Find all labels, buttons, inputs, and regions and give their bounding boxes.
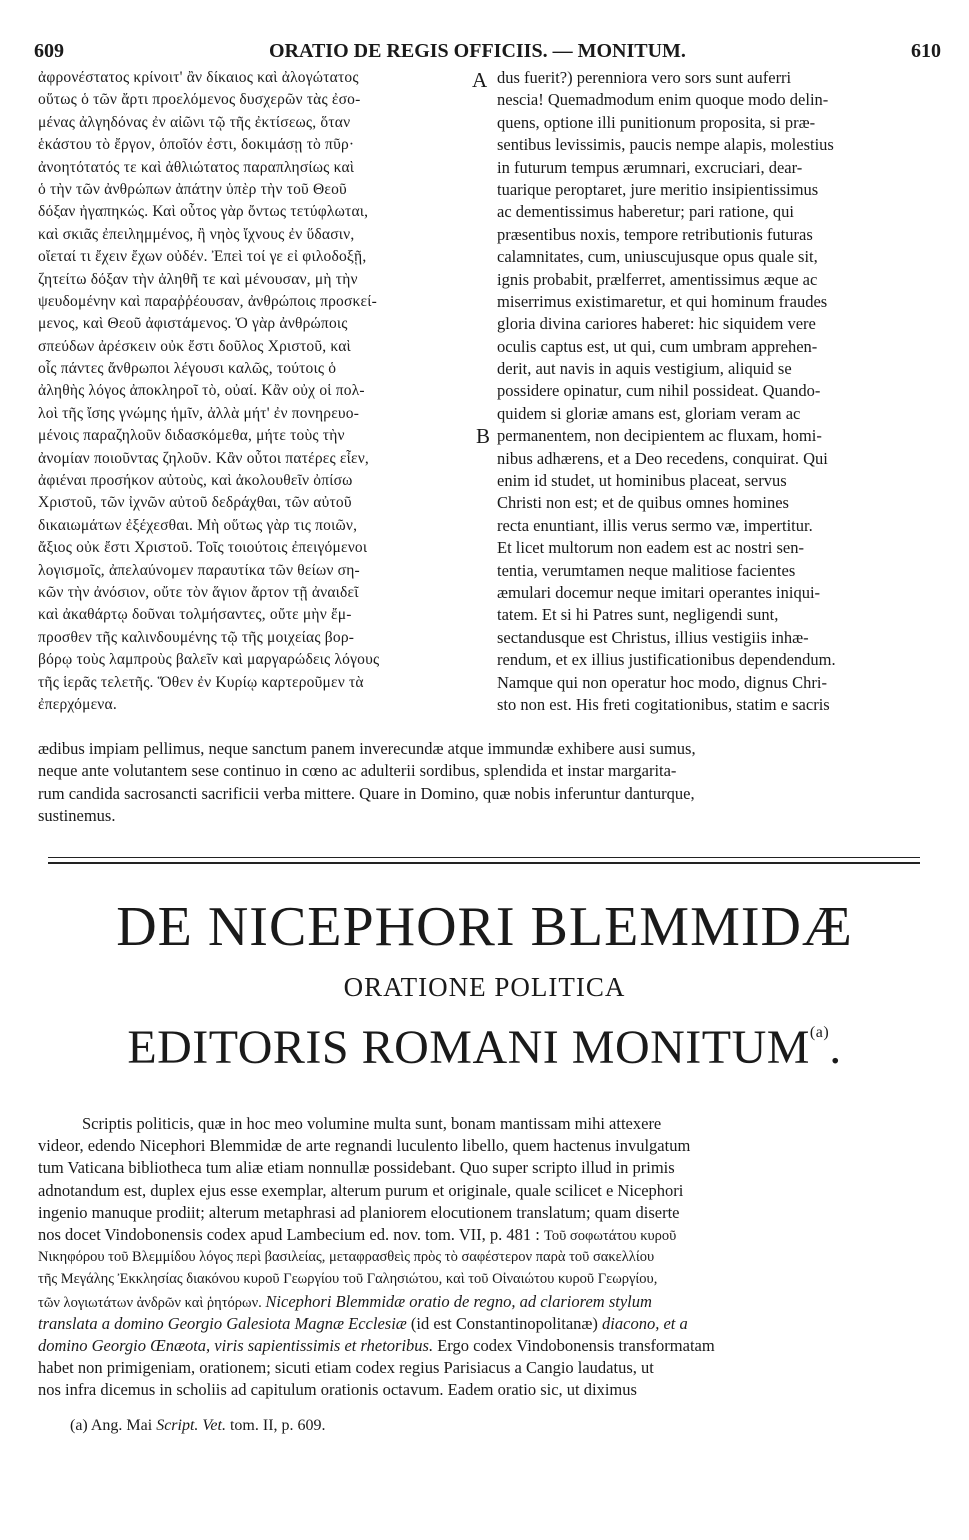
greek-line: προσθεν τῆς καλινδουμένης τῷ τῆς μοιχείας βορ- [38, 628, 355, 646]
greek-line: καὶ σκιᾶς ἐπειλημμένος, ἢ νηὸς ἴχνους ἐν ὕδασιν, [38, 225, 355, 243]
latin-line: Christi non est; et de quibus omnes homines [497, 493, 789, 513]
running-title: ORATIO DE REGIS OFFICIIS. — MONITUM. [269, 40, 686, 62]
continuation-line: rum candida sacrosancti sacrificii verba mittere. Quare in Domino, quæ nobis inferuntur danturque, [38, 783, 695, 803]
greek-line: ἀληθὴς λόγος ἀποκληροῖ τὸ, οὐαί. Κἂν οὐχ οἱ πολ- [38, 382, 365, 400]
greek-line: κῶν τὴν ἀνόσιον, οὔτε τὸν ἅγιον ἄρτον τῇ ἀναιδεῖ [38, 583, 359, 601]
greek-line: ἀνοητότατός τε καὶ ἀθλιώτατος παραπλησίως καὶ [38, 158, 355, 176]
latin-column [497, 67, 935, 716]
body-line [38, 1313, 936, 1335]
body-line: Scriptis politicis, quæ in hoc meo volumine multa sunt, bonam mantissam mihi attexere [82, 1114, 662, 1133]
italic-title: diacono, et a [602, 1313, 688, 1333]
body-line: tum Vaticana bibliotheca tum aliæ etiam nonnullæ possidebant. Quo super scripto illud in primis [38, 1158, 675, 1178]
italic-title: Nicephori Blemmidæ oratio de regno, ad clariorem stylum [265, 1291, 652, 1311]
column-marker-a: A [472, 68, 488, 92]
latin-line: nibus adhærens, et a Deo recedens, conquirat. Qui [497, 448, 828, 468]
section-heading-sub: ORATIONE POLITICA [343, 972, 626, 1002]
greek-line: οἴεταί τι ἔχειν ἔχων οὐδέν. Ἐπεὶ τοί γε εἰ φιλοδοξῇ, [38, 248, 367, 266]
latin-line: permanentem, non decipientem ac fluxam, homi- [497, 426, 822, 446]
greek-line: οὕτως ὁ τῶν ἄρτι προελόμενος δυσχερῶν τὰς ἐσο- [38, 91, 361, 109]
body-line: adnotandum est, duplex ejus esse exemplar, alterum purum et originale, quale scilicet e Nicephori [38, 1180, 684, 1200]
greek-line: ἑκάστου τὸ ἔργον, ὁποῖόν ἐστι, δοκιμάσῃ τὸ πῦρ· [38, 136, 355, 154]
greek-column [38, 67, 478, 716]
latin-line: quens, optione illi punitionum proposita, si præ- [497, 112, 816, 132]
latin-line: oculis captus est, ut qui, cum umbram apprehen- [497, 336, 818, 356]
greek-line: λοὶ τῆς ἴσης γνώμης ἡμῖν, ἀλλὰ μήτ' ἐν πονηρευο- [38, 404, 360, 422]
continuation-line: neque ante volutantem sese continuo in cœno ac adulterii sordibus, splendida et instar margarita- [38, 761, 677, 781]
body-line: habet non primigeniam, orationem; sicuti etiam codex regius Parisiacus a Cangio laudatus, ut [38, 1358, 654, 1378]
page-number-right: 610 [911, 40, 941, 62]
greek-line: ἀφιέναι προσήκον αὐτοὺς, καὶ ἀκολουθεῖν ὀπίσω [38, 472, 353, 490]
latin-line: tentia, verumtamen neque malitiose facientes [497, 560, 796, 580]
latin-line: Namque qui non operatur hoc modo, dignus Chri- [497, 672, 827, 692]
monitum-body [38, 1113, 936, 1401]
greek-line: τῆς ἱερᾶς τελετῆς. Ὅθεν ἐν Κυρίῳ καρτεροῦμεν τὰ [38, 673, 364, 691]
greek-quote-line: τῆς Μεγάλης Ἐκκλησίας διακόνου κυροῦ Γεωργίου τοῦ Γαλησιώτου, καὶ τοῦ Οἰναιώτου κυροῦ Γεωργίου, [38, 1271, 658, 1288]
greek-line: ψευδομένην καὶ παραῤῥέουσαν, ἀνθρώποις προσκεί- [38, 292, 378, 310]
footnote-ref: (a) [809, 1024, 830, 1041]
latin-line: miserrimus existimaretur, et qui hominum fraudes [497, 291, 828, 311]
body-line [38, 1291, 936, 1313]
footnote-work: Script. Vet. [156, 1417, 226, 1434]
section-heading-third [0, 1020, 969, 1075]
greek-line: δόξαν ἠγαπηκώς. Καὶ οὗτος γὰρ ὄντως τετύφλωται, [38, 203, 369, 221]
latin-line: nescia! Quemadmodum enim quoque modo delin- [497, 90, 829, 110]
latin-line: sentibus levissimis, paucis nempe alapis, molestius [497, 135, 834, 155]
greek-line: ἀφρονέστατος κρίνοιτ' ἂν δίκαιος καὶ ἀλογώτατος [38, 69, 359, 86]
body-line [38, 1335, 936, 1357]
greek-quote-line: Νικηφόρου τοῦ Βλεμμίδου λόγος περὶ βασιλείας, μεταφρασθεὶς πρὸς τὸ σαφέστερον παρὰ τοῦ σακελλίου [38, 1249, 655, 1266]
greek-line: ἐπερχόμενα. [38, 695, 117, 713]
body-line: videor, edendo Nicephori Blemmidæ de arte regnandi luculento libello, quem hactenus invulgatum [38, 1136, 691, 1156]
body-line-text: Ergo codex Vindobonensis transformatam [433, 1335, 715, 1355]
latin-line: ac dementissimus haberetur; pari ratione, qui [497, 202, 794, 222]
running-head [34, 40, 941, 66]
greek-line: ἀνομίαν ποιοῦντας ζηλοῦν. Κἂν οὗτοι πατέρες εἶεν, [38, 449, 369, 467]
section-rule-thick [48, 862, 920, 864]
greek-quote: Τοῦ σοφωτάτου κυροῦ [544, 1227, 677, 1244]
section-heading-main: DE NICEPHORI BLEMMIDÆ [116, 896, 853, 958]
latin-line: ignis probabit, prælferret, amentissimus æque ac [497, 269, 818, 289]
latin-line: dus fuerit?) perenniora vero sors sunt auferri [497, 68, 792, 87]
heading-third-end: . [829, 1021, 842, 1074]
latin-line: Et licet multorum non eadem est ac nostri sen- [497, 538, 804, 558]
latin-continuation [38, 738, 936, 828]
greek-line: ζητείτω δόξαν τὴν ἀληθῆ τε καὶ μένουσαν, μὴ τὴν [38, 270, 358, 288]
body-line-text: (id est Constantinopolitanæ) [406, 1313, 603, 1333]
latin-line: sto non est. His freti cogitationibus, statim e sacris [497, 694, 830, 714]
latin-line: quidem si gloriæ amans est, gloriam veram ac [497, 403, 801, 423]
greek-line: οἷς πάντες ἄνθρωποι λέγουσι καλῶς, τούτοις ὁ [38, 360, 337, 378]
latin-line: tuarique peroptaret, jure meritio insipientissimus [497, 179, 819, 199]
italic-title: translata a domino Georgio Galesiota Magnæ Ecclesiæ [38, 1313, 407, 1333]
greek-line: μένοις παραζηλοῦν διδασκόμεθα, μήτε τοὺς τὴν [38, 427, 345, 445]
latin-line: in futurum tempus ærumnari, excruciari, dear- [497, 157, 803, 177]
latin-line: tatem. Et si hi Patres sunt, negligendi sunt, [497, 605, 779, 625]
greek-line: δικαιωμάτων ἐξέχεσθαι. Μὴ οὕτως γὰρ τις ποιῶν, [38, 516, 358, 534]
continuation-line: ædibus impiam pellimus, neque sanctum panem inverecundæ atque immundæ exhibere ausi sumus, [38, 739, 696, 758]
continuation-line: sustinemus. [38, 806, 116, 826]
heading-third-text: EDITORIS ROMANI MONITUM [127, 1021, 810, 1074]
footnote-rest: tom. II, p. 609. [225, 1417, 326, 1434]
section-rule-thin [48, 857, 920, 858]
body-line: nos infra dicemus in scholiis ad capitulum orationis octavum. Eadem oratio sic, ut diximus [38, 1380, 637, 1400]
latin-line: gloria divina cariores haberet: hic siquidem vere [497, 314, 816, 334]
page-number-left: 609 [34, 40, 64, 62]
latin-line: recta enuntiant, illis verus sermo væ, impertitur. [497, 515, 813, 535]
latin-line: æmulari docemur neque imitari operantes iniqui- [497, 582, 821, 602]
latin-line: rendum, et ex illius justificationibus dependendum. [497, 650, 836, 670]
latin-line: possidere opinatur, cum nihil possideat. Quando- [497, 381, 821, 401]
greek-line: Χριστοῦ, τῶν ἰχνῶν αὐτοῦ δεδράχθαι, τῶν αὐτοῦ [38, 494, 352, 512]
column-marker-b: B [476, 424, 491, 448]
latin-line: derit, aut navis in aquis vestigium, aliquid se [497, 359, 792, 379]
footnote [70, 1417, 326, 1435]
greek-line: ὁ τὴν τῶν ἀνθρώπων ἀπάτην ὑπὲρ τὴν τοῦ Θεοῦ [38, 180, 347, 198]
greek-line: ἄξιος οὐκ ἔστι Χριστοῦ. Τοῖς τοιούτοις ἐπειγόμενοι [38, 539, 368, 557]
footnote-prefix: (a) Ang. Mai [70, 1417, 157, 1434]
latin-line: præsentibus noxis, tempore retributionis futuras [497, 224, 813, 244]
greek-line: καὶ ἀκαθάρτῳ δοῦναι τολμήσαντες, οὔτε μὴν ἔμ- [38, 606, 352, 624]
italic-title: domino Georgio Œnæota, viris sapientissimis et rhetoribus. [38, 1335, 434, 1355]
greek-line: μένας ἀλγηδόνας ἐν αἰῶνι τῷ τῆς ἐκτίσεως, ὅταν [38, 113, 351, 131]
greek-line: λογισμοῖς, ἀπελαύνομεν παραυτίκα τῶν θείων ση- [38, 561, 360, 579]
body-line: ingenio manuque prodiit; alterum metaphrasi ad planiorem elocutionem translatum; quam diserte [38, 1202, 680, 1222]
greek-line: σπεύδων ἀρέσκειν οὐκ ἔστι δοῦλος Χριστοῦ, καὶ [38, 337, 351, 355]
latin-line: calamnitates, cum, uniuscujusque opus quale sit, [497, 247, 818, 267]
latin-line: sectandusque est Christus, illius vestigiis inhæ- [497, 627, 809, 647]
greek-line: βόρῳ τοὺς λαμπροὺς βαλεῖν καὶ μαργαρώδεις λόγους [38, 651, 380, 669]
greek-line: μενος, καὶ Θεοῦ ἀφιστάμενος. Ὁ γὰρ ἀνθρώποις [38, 315, 348, 333]
body-line-text: nos docet Vindobonensis codex apud Lambecium ed. nov. tom. VII, p. 481 : [38, 1224, 544, 1244]
latin-line: enim id studet, ut hominibus placeat, servus [497, 471, 787, 491]
greek-quote: τῶν λογιωτάτων ἀνδρῶν καὶ ῥητόρων. [38, 1294, 266, 1311]
body-line [38, 1224, 936, 1246]
